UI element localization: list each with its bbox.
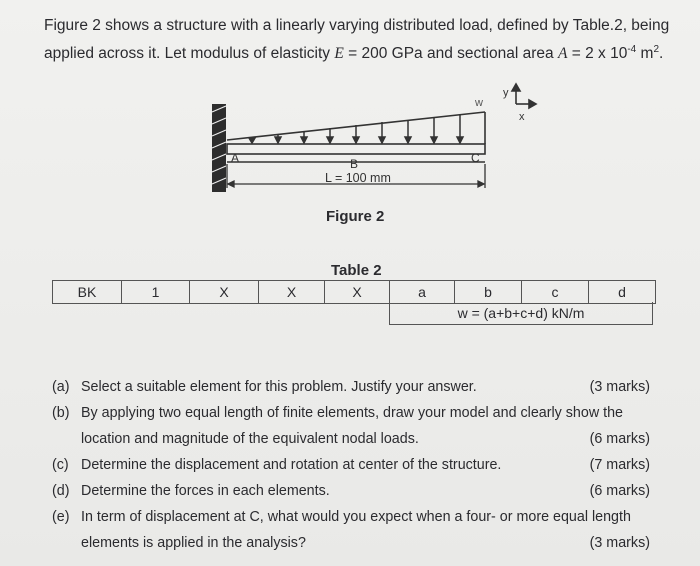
question-marks: (7 marks) <box>589 457 650 473</box>
question-label: (c) <box>52 457 69 473</box>
area-symbol: A <box>557 45 568 63</box>
question-label: (b) <box>52 405 70 421</box>
figure-caption: Figure 2 <box>326 208 385 225</box>
table-cell: X <box>325 281 390 304</box>
intro-text-d: m <box>636 45 654 63</box>
table-cell: a <box>390 281 455 304</box>
intro-line-2 <box>44 38 674 66</box>
table-cell: 1 <box>122 281 190 304</box>
fixed-support-wall <box>212 104 226 192</box>
intro-text-c: = 2 x 10 <box>567 45 628 63</box>
question-label: (a) <box>52 379 70 395</box>
unit-exponent: 2 <box>653 44 659 55</box>
question-item <box>52 478 652 504</box>
question-marks: (6 marks) <box>589 483 650 499</box>
question-text: Determine the forces in each elements. <box>81 483 330 499</box>
intro-text-e: . <box>659 45 664 63</box>
coordinate-axes-icon <box>512 84 536 108</box>
question-item <box>52 504 652 530</box>
area-exponent: -4 <box>627 44 637 55</box>
question-item <box>52 426 652 452</box>
beam-figure <box>200 82 560 252</box>
question-marks: (3 marks) <box>589 535 650 551</box>
table-cell: d <box>589 281 656 304</box>
label-c: C <box>471 151 480 165</box>
table-cell: b <box>455 281 522 304</box>
question-marks: (3 marks) <box>589 379 650 395</box>
intro-line-1: Figure 2 shows a structure with a linearly varying distributed load, defined by Table.2, being <box>44 17 670 34</box>
table-caption: Table 2 <box>331 262 382 279</box>
label-a: A <box>231 151 240 165</box>
question-item <box>52 530 652 556</box>
question-text: elements is applied in the analysis? <box>81 535 306 551</box>
load-formula: w = (a+b+c+d) kN/m <box>389 302 653 325</box>
question-text: Determine the displacement and rotation at center of the structure. <box>81 457 502 473</box>
modulus-symbol: E <box>334 45 344 63</box>
question-text: By applying two equal length of finite elements, draw your model and clearly show the <box>81 405 623 421</box>
question-item <box>52 400 652 426</box>
table-row <box>53 281 656 304</box>
question-label: (d) <box>52 483 70 499</box>
length-label: L = 100 mm <box>325 171 391 185</box>
label-w: w <box>475 97 483 109</box>
question-marks: (6 marks) <box>589 431 650 447</box>
data-table <box>52 280 656 304</box>
problem-statement <box>44 14 674 66</box>
table-cell: X <box>259 281 325 304</box>
label-x: x <box>519 111 525 123</box>
table-cell: c <box>522 281 589 304</box>
question-text: location and magnitude of the equivalent nodal loads. <box>81 431 419 447</box>
intro-text-b: = 200 GPa and sectional area <box>343 45 558 63</box>
table-cell: X <box>190 281 259 304</box>
label-b: B <box>350 157 359 171</box>
question-text: In term of displacement at C, what would you expect when a four- or more equal length <box>81 509 631 525</box>
intro-text-a: applied across it. Let modulus of elasticity <box>44 45 335 63</box>
beam <box>227 144 485 154</box>
question-item <box>52 374 652 400</box>
label-y: y <box>503 87 509 99</box>
question-text: Select a suitable element for this problem. Justify your answer. <box>81 379 477 395</box>
table-cell: BK <box>53 281 122 304</box>
question-list <box>52 374 652 556</box>
question-label: (e) <box>52 509 70 525</box>
question-item <box>52 452 652 478</box>
